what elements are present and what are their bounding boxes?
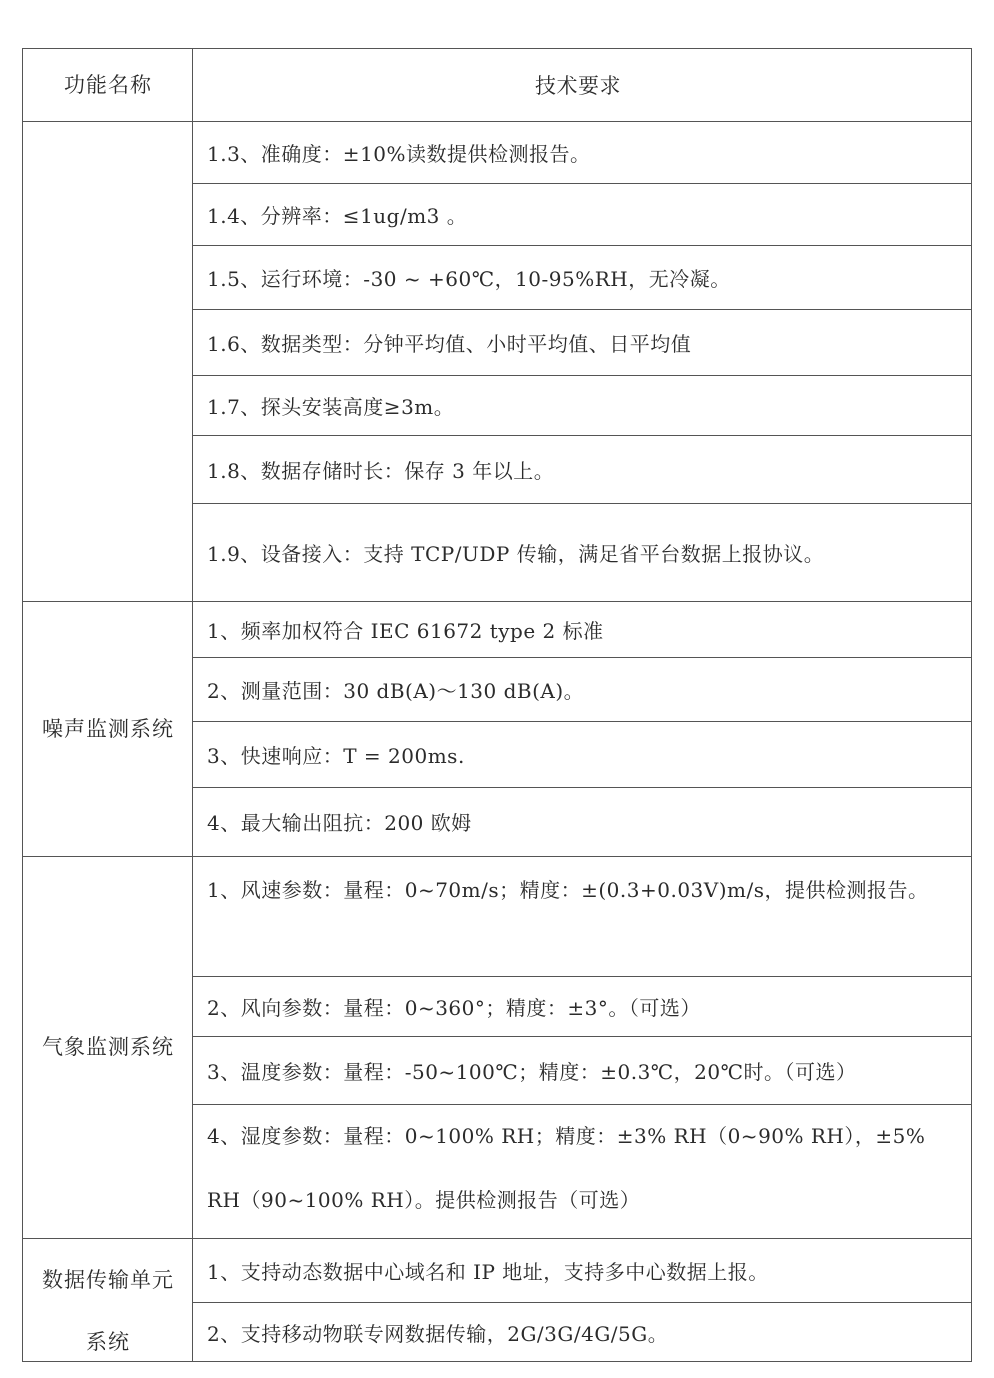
req-1-3: 1.3、准确度：±10%读数提供检测报告。 xyxy=(207,141,591,166)
noise-req-1: 1、频率加权符合 IEC 61672 type 2 标准 xyxy=(207,618,604,643)
section-name-weather: 气象监测系统 xyxy=(42,1035,174,1059)
noise-req-2: 2、测量范围：30 dB(A)～130 dB(A)。 xyxy=(207,678,585,703)
spec-table xyxy=(22,48,972,1362)
section-name-transmission-line2: 系统 xyxy=(86,1330,130,1354)
weather-req-1: 1、风速参数：量程：0~70m/s；精度：±(0.3+0.03V)m/s，提供检测报告。 xyxy=(207,878,929,902)
req-1-7: 1.7、探头安装高度≥3m。 xyxy=(207,394,455,419)
header-requirements: 技术要求 xyxy=(535,74,621,98)
section-name-transmission-line1: 数据传输单元 xyxy=(42,1268,174,1292)
header-function-name: 功能名称 xyxy=(64,73,152,97)
requirements-column xyxy=(193,49,971,1361)
transmission-req-1: 1、支持动态数据中心域名和 IP 地址，支持多中心数据上报。 xyxy=(207,1259,769,1284)
req-1-5: 1.5、运行环境：-30 ~ +60℃，10-95%RH，无冷凝。 xyxy=(207,266,731,291)
weather-req-3: 3、温度参数：量程：-50~100℃；精度：±0.3℃，20℃时。（可选） xyxy=(207,1059,857,1084)
noise-req-3: 3、快速响应：T = 200ms. xyxy=(207,743,465,768)
req-1-8: 1.8、数据存储时长：保存 3 年以上。 xyxy=(207,458,555,483)
transmission-req-2: 2、支持移动物联专网数据传输，2G/3G/4G/5G。 xyxy=(207,1322,669,1346)
req-1-6: 1.6、数据类型：分钟平均值、小时平均值、日平均值 xyxy=(207,331,692,356)
section-name-1 xyxy=(23,121,193,601)
weather-req-2: 2、风向参数：量程：0~360°；精度：±3°。（可选） xyxy=(207,995,701,1020)
noise-req-4: 4、最大输出阻抗：200 欧姆 xyxy=(207,811,472,835)
req-1-9: 1.9、设备接入：支持 TCP/UDP 传输，满足省平台数据上报协议。 xyxy=(207,541,825,566)
section-name-noise: 噪声监测系统 xyxy=(42,716,174,741)
req-1-4: 1.4、分辨率：≤1ug/m3 。 xyxy=(207,203,468,228)
divider xyxy=(23,1238,192,1239)
weather-req-4: 4、湿度参数：量程：0~100% RH；精度：±3% RH（0~90% RH），±5% RH（90~100% RH）。提供检测报告（可选） xyxy=(207,1124,926,1212)
function-name-column xyxy=(23,49,193,1361)
